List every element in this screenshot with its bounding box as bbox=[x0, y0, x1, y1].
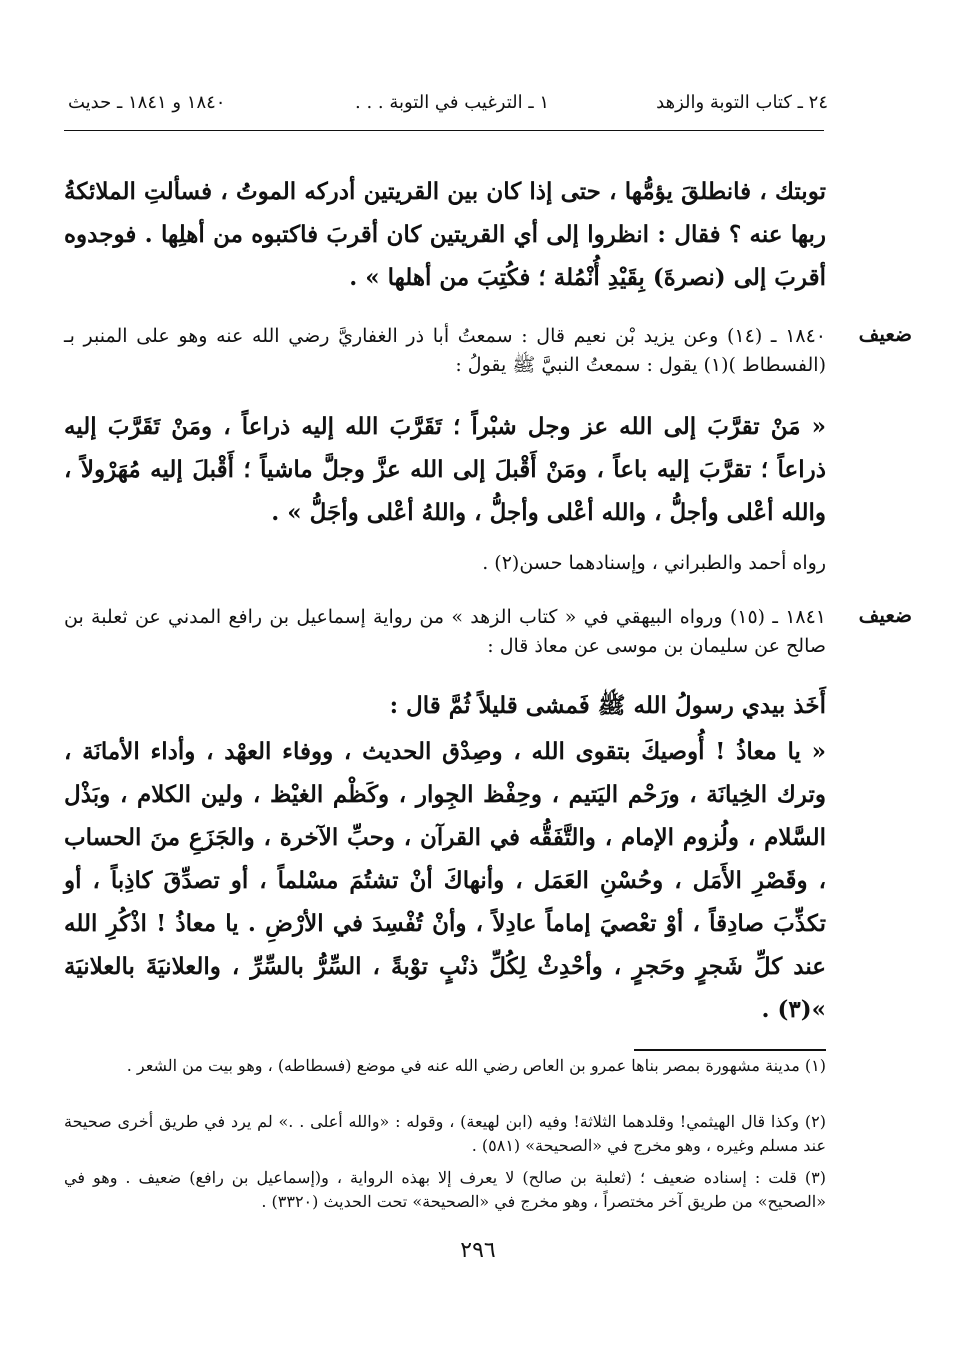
header-divider bbox=[64, 130, 824, 131]
grade-label-1841: ضعيف bbox=[858, 603, 912, 627]
header-hadith-range: ١٨٤٠ و ١٨٤١ ـ حديث bbox=[68, 92, 226, 113]
footnote-1: (١) مدينة مشهورة بمصر بناها عمرو بن العاص رضي الله عنه في موضع (فسطاطه) ، وهو بيت من الشعر . bbox=[126, 1056, 826, 1075]
hadith-1841-chain bbox=[64, 603, 826, 661]
hadith-1841-matn bbox=[64, 730, 826, 1031]
footnote-2: (٢) وكذا قال الهيثمي! وقلدهما الثلاثة! وفيه (ابن لهيعة) ، وقوله : «والله أعلى . .» لم يرد في طريق أخرى صحيحة عند مسلم وغيره ، وهو مخرج في «الصحيحة» (٥٨١) . bbox=[64, 1112, 826, 1155]
grade-label-1840: ضعيف bbox=[858, 322, 912, 346]
hadith-1841-text: « يا معاذُ ! أُوصيكَ بتقوى الله ، وصِدْق الحديث ، ووفاء العهْد ، وأداء الأمانَة ، وترك الخِيانَة ، ورَحْم اليَتيم ، وحِفْظ الجِوار ، وكَظْم الغيْظ ، ولين الكلام ، وبَذْل السَّلام ، ولُزوم الإمام ، والتَّفَقُّه في القرآن ، وحبِّ الآخرة ، والجَزَعِ منَ الحساب ، وقَصْرِ الأَمَل ، وحُسْنِ العَمَل ، وأنهاكَ أنْ تشتُمَ مسْلماً ، أو تصدِّقَ كاذِباً ، أو تكذِّبَ صادِقاً ، أوْ تعْصيَ إماماً عادِلاً ، وأنْ تُفْسِدَ في الأرْضِ . يا معاذُ ! اذْكُرِ الله عند كلِّ شَجرٍ وحَجرٍ ، وأحْدِثْ لِكُلِّ ذنْبٍ توْبةً ، السِّرُّ بالسِّرِّ ، والعلانيَةَ بالعلانيَة »(٣) . bbox=[64, 738, 826, 1023]
intro-paragraph bbox=[64, 170, 826, 299]
header-section: ١ ـ الترغيب في التوبة . . . bbox=[355, 92, 550, 113]
hadith-1840-chain bbox=[64, 322, 826, 380]
footnote-divider bbox=[634, 1049, 826, 1051]
header-chapter: ٢٤ ـ كتاب التوبة والزهد bbox=[656, 92, 828, 113]
hadith-1840-source bbox=[64, 549, 826, 578]
hadith-1841-lead-text: أَخَذ بيدي رسولُ الله ﷺ فَمشى قليلاً ثُمَّ قال : bbox=[389, 692, 826, 719]
hadith-1840-text: « مَنْ تقرَّبَ إلى الله عز وجل شبْراً ؛ تَقَرَّبَ الله إليه ذراعاً ، ومَنْ تَقَرَّبَ إليه ذراعاً ؛ تقرَّبَ إليه باعاً ، ومَنْ أَقْبلَ إلى الله عزَّ وجلَّ ماشياً ؛ أَقْبلَ إليه مُهَرْولاً ، والله أعْلى وأجلُّ ، والله أعْلى وأجلُّ ، واللهُ أعْلى وأجَلُّ » . bbox=[64, 413, 826, 526]
hadith-1841-lead bbox=[64, 684, 826, 727]
hadith-1840-source-text: رواه أحمد والطبراني ، وإسنادهما حسن(٢) . bbox=[482, 552, 826, 574]
hadith-1840-matn bbox=[64, 405, 826, 534]
intro-text: توبتك ، فانطلقَ يؤمُّها ، حتى إذا كان بين القريتين أدركه الموتُ ، فسألتِ الملائكةُ ربها عنه ؟ فقال : انظروا إلى أي القريتين كان أقربَ فاكتبوه من أهلِها . فوجدوه أقربَ إلى (نصرةَ) بِقَيْدِ أُنْمُلة ؛ فكُتِبَ من أهلها » . bbox=[64, 178, 826, 291]
footnote-3: (٣) قلت : إسناده ضعيف ؛ (ثعلبة بن صالح) لا يعرف إلا بهذه الرواية ، و(إسماعيل بن رافع) ضعيف . وهو في «الصحيح» من طريق آخر مختصراً ، وهو مخرج في «الصحيحة» تحت الحديث (٣٣٢٠) . bbox=[64, 1168, 826, 1211]
hadith-1841-chain-text: ١٨٤١ ـ (١٥) ورواه البيهقي في « كتاب الزهد » من رواية إسماعيل بن رافع المدني عن ثعلبة بن صالح عن سليمان بن موسى عن معاذ قال : bbox=[64, 606, 827, 657]
page-number: ٢٩٦ bbox=[460, 1238, 496, 1263]
hadith-1840-chain-text: ١٨٤٠ ـ (١٤) وعن يزيد بْن نعيم قال : سمعتُ أبا ذر الغفاريَّ رضي الله عنه وهو على المنبر بـ (الفسطاط )(١) يقول : سمعتُ النبيَّ ﷺ يقولُ : bbox=[64, 325, 827, 376]
